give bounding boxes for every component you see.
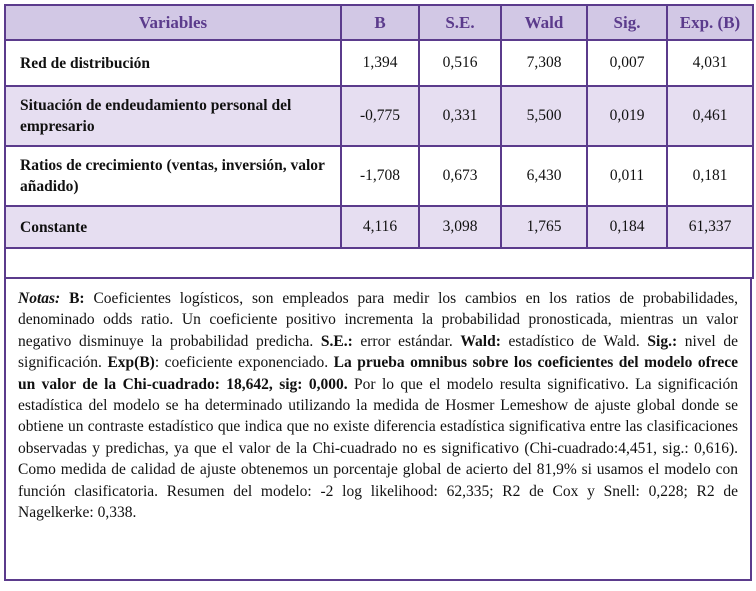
row-wald: 1,765 <box>501 206 587 248</box>
header-sig: Sig. <box>587 5 667 40</box>
notes-sig-term: Sig.: <box>647 332 678 350</box>
table-row <box>5 86 753 146</box>
header-row <box>5 5 753 40</box>
table-row <box>5 146 753 206</box>
header-variables: Variables <box>5 5 341 40</box>
row-sig: 0,184 <box>587 206 667 248</box>
notes-wald-text: estadístico de Wald. <box>500 332 648 350</box>
notes-exp-text: : coeficiente exponenciado. <box>154 354 334 372</box>
row-variable: Constante <box>5 206 341 248</box>
row-se: 0,673 <box>419 146 501 206</box>
row-expb: 4,031 <box>667 40 753 86</box>
spacer-row <box>5 248 753 278</box>
row-wald: 7,308 <box>501 40 587 86</box>
row-sig: 0,007 <box>587 40 667 86</box>
row-variable: Situación de endeudamiento personal del empresario <box>5 86 341 146</box>
row-expb: 0,181 <box>667 146 753 206</box>
regression-table-figure <box>4 4 752 581</box>
row-sig: 0,019 <box>587 86 667 146</box>
row-variable: Ratios de crecimiento (ventas, inversión, valor añadido) <box>5 146 341 206</box>
header-se: S.E. <box>419 5 501 40</box>
row-b: -0,775 <box>341 86 419 146</box>
row-b: -1,708 <box>341 146 419 206</box>
row-b: 4,116 <box>341 206 419 248</box>
row-se: 3,098 <box>419 206 501 248</box>
logistic-regression-table <box>4 4 754 279</box>
row-wald: 6,430 <box>501 146 587 206</box>
notes-se-text: error estándar. <box>352 332 461 350</box>
row-wald: 5,500 <box>501 86 587 146</box>
table-notes <box>4 279 752 581</box>
notes-rest: Por lo que el modelo resulta significativo. La significación estadística del modelo se ha determinado utilizando la medida de Hosmer Lemeshow de ajuste global donde se obtiene un contraste estadístico que indica que no existe diferencia estadística significativa entre las clasificaciones observadas y predichas, ya que el valor de la Chi-cuadrado no es significativo (Chi-cuadrado:4,451, sig.: 0,616). Como medida de calidad de ajuste obtenemos un porcentaje global de acierto del 81,9% si usamos el modelo con función clasificatoria. Resumen del modelo: -2 log likelihood: 62,335; R2 de Cox y Snell: 0,228; R2 de Nagelkerke: 0,338. <box>18 375 738 522</box>
row-sig: 0,011 <box>587 146 667 206</box>
row-expb: 61,337 <box>667 206 753 248</box>
table-row <box>5 206 753 248</box>
header-b: B <box>341 5 419 40</box>
notes-sig-text: nivel de significación. <box>18 332 738 372</box>
spacer-cell <box>5 248 753 278</box>
row-se: 0,516 <box>419 40 501 86</box>
row-expb: 0,461 <box>667 86 753 146</box>
notes-label: Notas: <box>18 290 61 307</box>
notes-omnibus: La prueba omnibus sobre los coeficientes del modelo ofrece un valor de la Chi-cuadrado: 18,642, sig: 0,000. <box>18 354 738 393</box>
row-b: 1,394 <box>341 40 419 86</box>
notes-b-text: Coeficientes logísticos, son empleados para medir los cambios en los ratios de probabilidades, denominado odds ratio. Un coeficiente positivo incrementa la probabilidad pronosticada, mientras un valor negativo disminuye la probabilidad predicha. <box>18 290 738 350</box>
table-row <box>5 40 753 86</box>
row-variable: Red de distribución <box>5 40 341 86</box>
notes-b-term: B: <box>69 290 85 307</box>
notes-exp-term: Exp(B) <box>107 354 155 372</box>
header-wald: Wald <box>501 5 587 40</box>
header-expb: Exp. (B) <box>667 5 753 40</box>
row-se: 0,331 <box>419 86 501 146</box>
notes-wald-term: Wald: <box>460 332 501 350</box>
notes-se-term: S.E.: <box>320 332 353 350</box>
